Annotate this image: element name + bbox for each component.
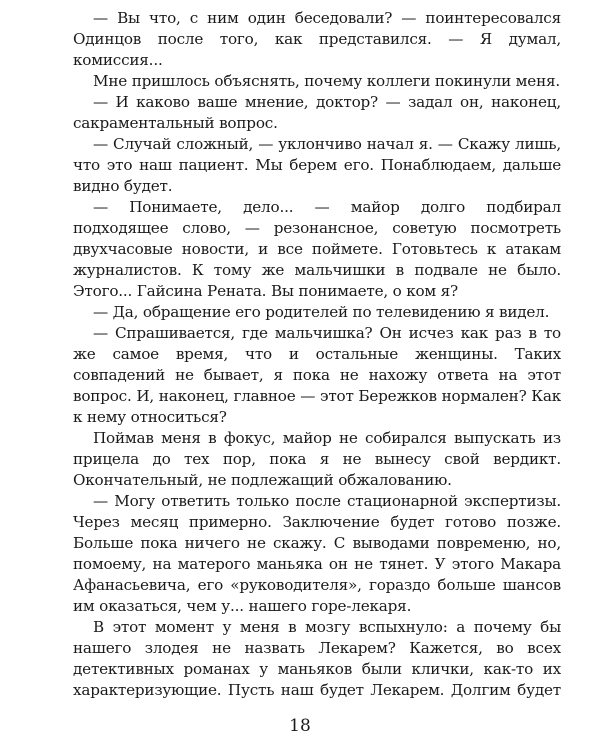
page-number: 18	[289, 716, 311, 736]
paragraph: — Вы что, с ним один беседовали? — поинтересовался Одинцов после того, как представился. — Я думал, комиссия...	[73, 9, 561, 69]
paragraph: Поймав меня в фокус, майор не собирался выпускать из прицела до тех пор, пока я не вынесу свой вердикт. Окончательный, не подлежащий обжалованию.	[73, 429, 561, 489]
text-column	[73, 8, 561, 703]
paragraph: — Да, обращение его родителей по телевидению я видел.	[93, 303, 550, 321]
paragraph: В этот момент у меня в мозгу вспыхнуло: а почему бы нашего злодея не назвать Лекарем? Кажется, во всех детективных романах у маньяков были клички, как-то их характеризующие. Пусть наш будет Лекарем. Долгим будет	[73, 618, 561, 699]
paragraph: — Спрашивается, где мальчишка? Он исчез как раз в то же самое время, что и остальные женщины. Таких совпадений не бывает, я пока не нахожу ответа на этот вопрос. И, наконец, главное — этот Бережков нормален? Как к нему относиться?	[73, 324, 561, 426]
paragraph: Мне пришлось объяснять, почему коллеги покинули меня.	[93, 72, 561, 90]
paragraph: — Могу ответить только после стационарной экспертизы. Через месяц примерно. Заключение будет готово позже. Больше пока ничего не скажу. С выводами повременю, но, помоему, на матерого маньяка он не тянет. У этого Макара Афанасьевича, его «руководителя», гораздо больше шансов им оказаться, чем у... нашего горе-лекаря.	[73, 492, 561, 615]
paragraph: — Понимаете, дело... — майор долго подбирал подходящее слово, — резонансное, советую посмотреть двухчасовые новости, и все поймете. Готовьтесь к атакам журналистов. К тому же мальчишки в подвале не было. Этого... Гайсина Рената. Вы понимаете, о ком я?	[73, 198, 561, 300]
paragraph: — И каково ваше мнение, доктор? — задал он, наконец, сакраментальный вопрос.	[73, 93, 561, 132]
paragraph: — Случай сложный, — уклончиво начал я. — Скажу лишь, что это наш пациент. Мы берем его. Понаблюдаем, дальше видно будет.	[73, 135, 561, 195]
